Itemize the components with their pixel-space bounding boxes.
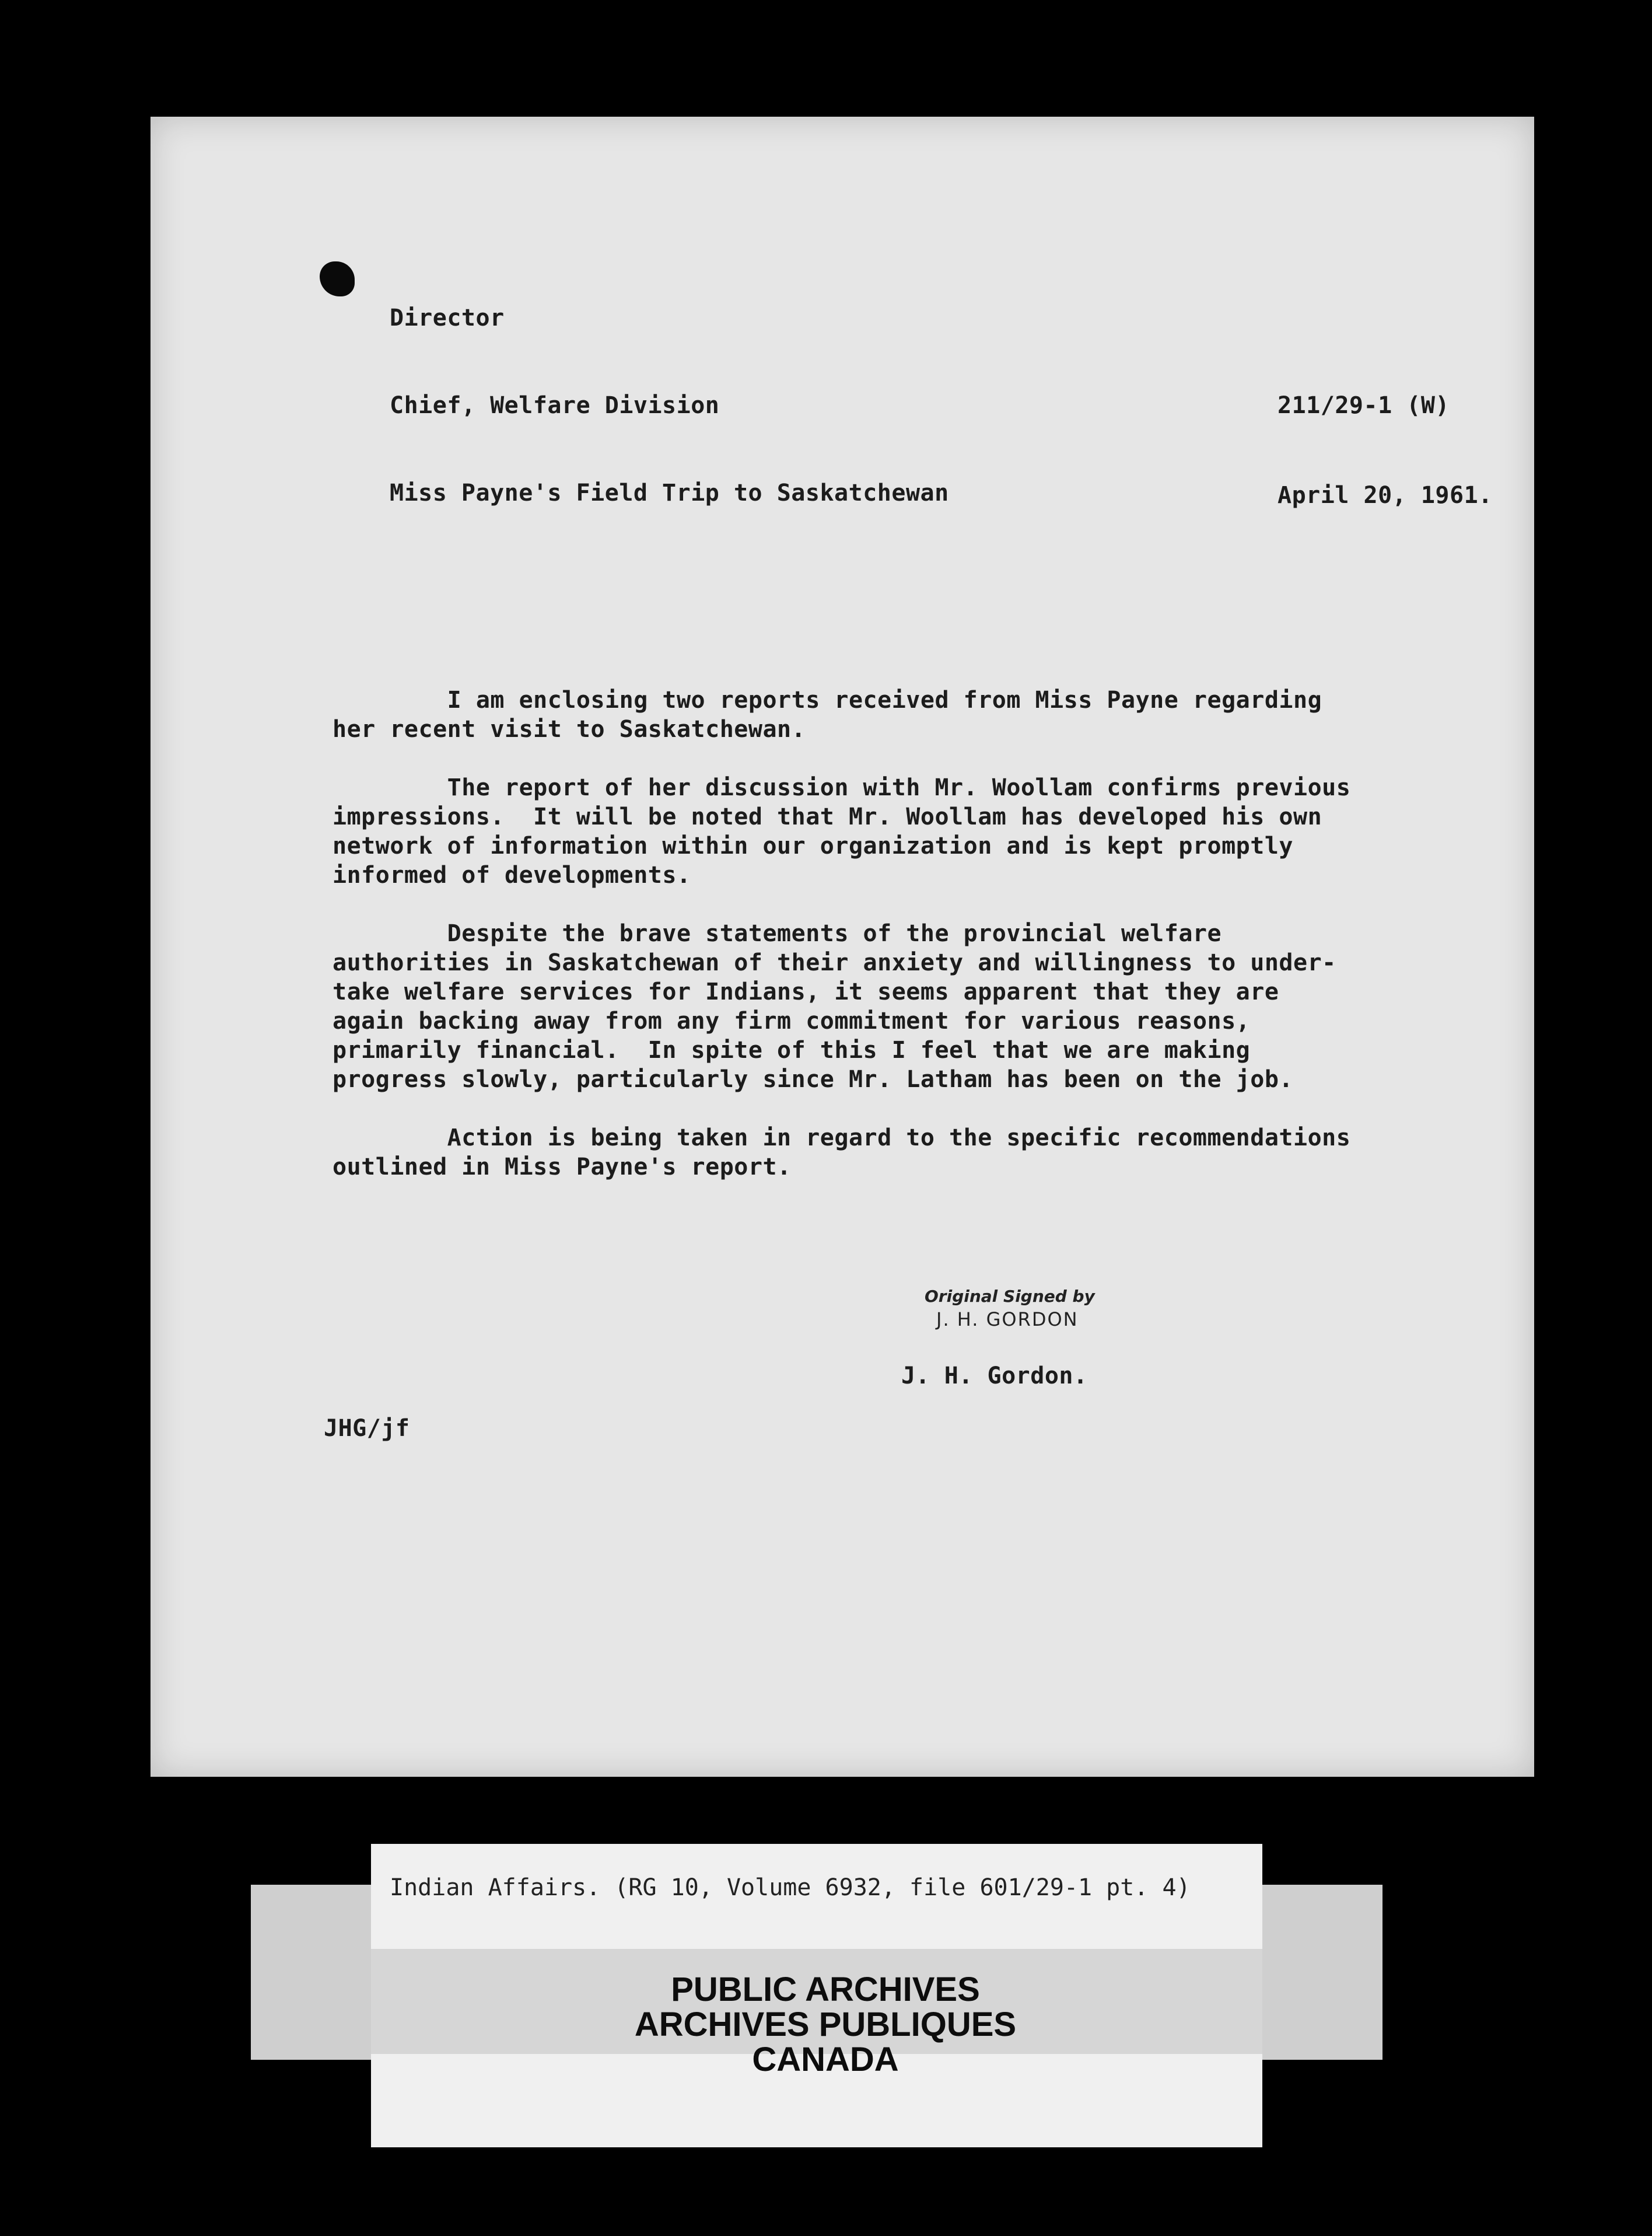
- memo-subject: Miss Payne's Field Trip to Saskatchewan: [390, 480, 949, 506]
- memo-initials: JHG/jf: [324, 1415, 410, 1442]
- paragraph-2: The report of her discussion with Mr. Woollam confirms previous impressions. It will be noted that Mr. Woollam has developed his own network of information within our organization and is kept promptly informed of developments.: [332, 774, 1351, 889]
- signature-stamp: [925, 1287, 1095, 1330]
- paragraph-4: Action is being taken in regard to the specific recommendations outlined in Miss Payne's report.: [332, 1124, 1351, 1180]
- archive-line-2: ARCHIVES PUBLIQUES: [634, 2006, 1017, 2043]
- memo-to: Director: [390, 305, 505, 331]
- paragraph-1: I am enclosing two reports received from Miss Payne regarding her recent visit to Saskatchewan.: [332, 687, 1322, 743]
- archive-line-3: CANADA: [752, 2041, 899, 2078]
- archive-stamp: [583, 1972, 1068, 2077]
- memo-file-ref: 211/29-1 (W): [1278, 392, 1450, 419]
- stamp-line-2: J. H. GORDON: [936, 1308, 1079, 1330]
- archive-reference: Indian Affairs. (RG 10, Volume 6932, file 601/29-1 pt. 4): [390, 1874, 1191, 1901]
- memo-from: Chief, Welfare Division: [390, 392, 720, 419]
- memo-date: April 20, 1961.: [1278, 482, 1493, 509]
- memo-signature: J. H. Gordon.: [901, 1362, 1088, 1389]
- archive-line-1: PUBLIC ARCHIVES: [671, 1971, 980, 2008]
- stamp-line-1: Original Signed by: [925, 1287, 1095, 1306]
- paragraph-3: Despite the brave statements of the provincial welfare authorities in Saskatchewan of their anxiety and willingness to under- take welfare services for Indians, it seems apparent that they are again backing away from any firm commitment for various reasons, primarily financial. In spite of this I feel that we are making progress slowly, particularly since Mr. Latham has been on the job.: [332, 920, 1336, 1093]
